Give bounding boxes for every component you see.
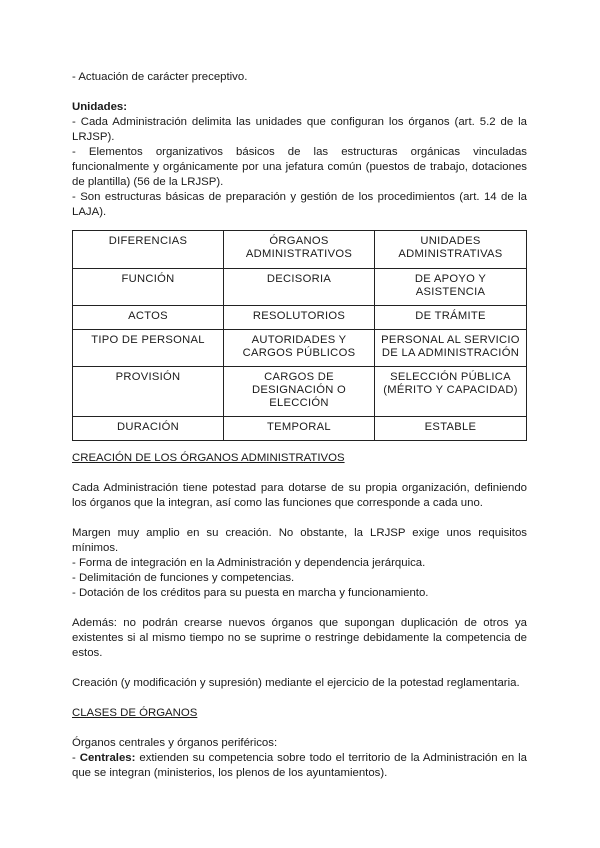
table-cell: ACTOS — [73, 306, 224, 330]
creacion-paragraph: Margen muy amplio en su creación. No obstante, la LRJSP exige unos requisitos mínimos. — [72, 527, 527, 554]
table-header-cell: DIFERENCIAS — [73, 231, 224, 269]
table-cell: DURACIÓN — [73, 417, 224, 441]
table-row — [73, 269, 527, 306]
table-cell: DECISORIA — [224, 269, 375, 306]
table-row — [73, 417, 527, 441]
clases-centrales-item — [72, 751, 527, 781]
table-cell: CARGOS DE DESIGNACIÓN O ELECCIÓN — [224, 367, 375, 417]
unidades-item: - Son estructuras básicas de preparación y gestión de los procedimientos (art. 14 de la LAJA). — [72, 191, 527, 218]
table-cell: DE APOYO Y ASISTENCIA — [375, 269, 527, 306]
clases-heading: CLASES DE ÓRGANOS — [72, 707, 198, 719]
creacion-paragraph: Cada Administración tiene potestad para dotarse de su propia organización, definiendo los órganos que la integran, así como las funciones que corresponde a cada uno. — [72, 482, 527, 509]
table-row — [73, 367, 527, 417]
clases-paragraph: Órganos centrales y órganos periféricos: — [72, 737, 278, 749]
table-row — [73, 306, 527, 330]
table-cell: FUNCIÓN — [73, 269, 224, 306]
table-row — [73, 330, 527, 367]
intro-line: - Actuación de carácter preceptivo. — [72, 71, 248, 83]
unidades-item: - Cada Administración delimita las unidades que configuran los órganos (art. 5.2 de la LRJSP). — [72, 116, 527, 143]
table-cell: ESTABLE — [375, 417, 527, 441]
table-cell: DE TRÁMITE — [375, 306, 527, 330]
table-header-row — [73, 231, 527, 269]
document-body — [72, 70, 527, 781]
creacion-list-item: - Forma de integración en la Administración y dependencia jerárquica. — [72, 557, 426, 569]
unidades-heading: Unidades: — [72, 101, 128, 113]
table-header-cell: UNIDADES ADMINISTRATIVAS — [375, 231, 527, 269]
table-cell: RESOLUTORIOS — [224, 306, 375, 330]
table-header-cell: ÓRGANOS ADMINISTRATIVOS — [224, 231, 375, 269]
table-cell: PERSONAL AL SERVICIO DE LA ADMINISTRACIÓN — [375, 330, 527, 367]
creacion-heading: CREACIÓN DE LOS ÓRGANOS ADMINISTRATIVOS — [72, 452, 345, 464]
table-cell: TEMPORAL — [224, 417, 375, 441]
table-cell: AUTORIDADES Y CARGOS PÚBLICOS — [224, 330, 375, 367]
table-cell: TIPO DE PERSONAL — [73, 330, 224, 367]
table-cell: PROVISIÓN — [73, 367, 224, 417]
table-cell: SELECCIÓN PÚBLICA (MÉRITO Y CAPACIDAD) — [375, 367, 527, 417]
centrales-text: extienden su competencia sobre todo el territorio de la Administración en la que se integran (ministerios, los plenos de los ayuntamientos). — [72, 752, 527, 779]
differences-table — [72, 230, 527, 441]
creacion-list-item: - Dotación de los créditos para su puesta en marcha y funcionamiento. — [72, 587, 429, 599]
centrales-prefix: - — [72, 752, 80, 764]
creacion-paragraph: Además: no podrán crearse nuevos órganos que supongan duplicación de otros ya existentes si al mismo tiempo no se suprime o restringe debidamente la competencia de estos. — [72, 617, 527, 659]
creacion-list-item: - Delimitación de funciones y competencias. — [72, 572, 295, 584]
creacion-paragraph: Creación (y modificación y supresión) mediante el ejercicio de la potestad reglamentaria. — [72, 677, 520, 689]
unidades-item: - Elementos organizativos básicos de las estructuras orgánicas vinculadas funcionalmente y orgánicamente por una jefatura común (puestos de trabajo, dotaciones de plantilla) (56 de la LRJSP). — [72, 146, 527, 188]
centrales-label: Centrales: — [79, 752, 136, 764]
